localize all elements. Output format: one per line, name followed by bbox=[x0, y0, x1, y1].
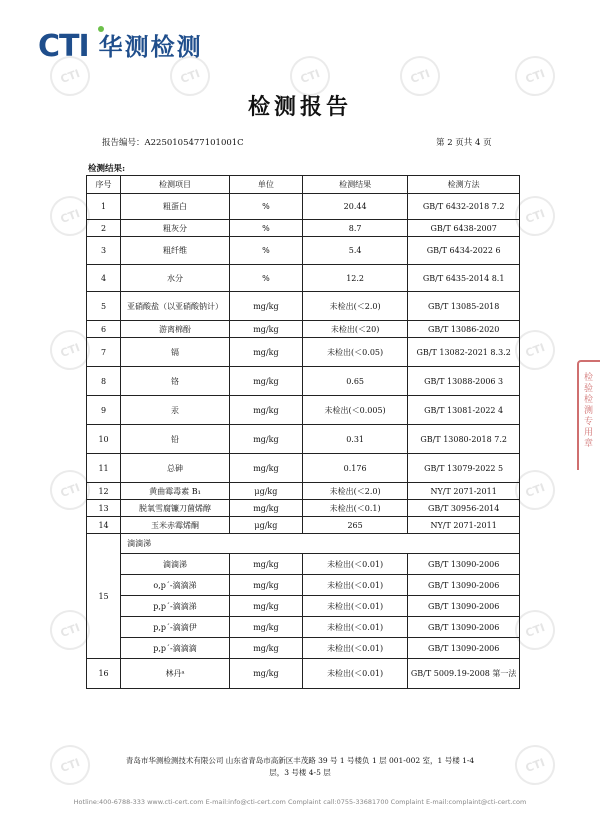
table-row bbox=[87, 638, 520, 659]
row-unit: mg/kg bbox=[229, 596, 302, 617]
cti-watermark-icon: CTI bbox=[44, 464, 95, 515]
row-method: GB/T 6438-2007 bbox=[408, 220, 520, 237]
row-unit: % bbox=[229, 194, 302, 220]
stamp-icon bbox=[577, 360, 600, 470]
row-item: 粗蛋白 bbox=[121, 194, 230, 220]
row-item: 林丹ᵃ bbox=[121, 659, 230, 689]
table-row bbox=[87, 425, 520, 454]
row-method: GB/T 13090-2006 bbox=[408, 554, 520, 575]
cti-watermark-icon: CTI bbox=[509, 50, 560, 101]
row-result: 未检出(＜0.01) bbox=[302, 638, 407, 659]
row-unit: mg/kg bbox=[229, 321, 302, 338]
row-item: 镉 bbox=[121, 338, 230, 367]
stamp-text: 检验检测专用章 bbox=[582, 372, 592, 449]
row-item: p,p´-滴滴涕 bbox=[121, 596, 230, 617]
row-unit: μg/kg bbox=[229, 483, 302, 500]
logo-latin: CTI bbox=[38, 29, 89, 64]
cti-watermark-icon: CTI bbox=[509, 739, 560, 790]
row-item: 铅 bbox=[121, 425, 230, 454]
row-method: GB/T 6432-2018 7.2 bbox=[408, 194, 520, 220]
row-unit: mg/kg bbox=[229, 396, 302, 425]
cti-watermark-icon: CTI bbox=[164, 50, 215, 101]
header-cell: 序号 bbox=[87, 176, 121, 194]
table-row bbox=[87, 596, 520, 617]
section-label: 检测结果: bbox=[88, 164, 126, 174]
row-item: 滴滴涕 bbox=[121, 554, 230, 575]
row-method: GB/T 6435-2014 8.1 bbox=[408, 265, 520, 292]
row-method: GB/T 6434-2022 6 bbox=[408, 237, 520, 265]
official-stamp bbox=[577, 360, 600, 470]
cti-watermark-icon: CTI bbox=[394, 50, 445, 101]
row-result: 0.65 bbox=[302, 367, 407, 396]
row-no: 11 bbox=[87, 454, 121, 483]
row-method: GB/T 13081-2022 4 bbox=[408, 396, 520, 425]
row-result: 未检出(＜2.0) bbox=[302, 292, 407, 321]
row-result: 未检出(＜0.01) bbox=[302, 617, 407, 638]
table-row bbox=[87, 321, 520, 338]
row-unit: mg/kg bbox=[229, 454, 302, 483]
table-row bbox=[87, 454, 520, 483]
row-item: 水分 bbox=[121, 265, 230, 292]
row-method: GB/T 13088-2006 3 bbox=[408, 367, 520, 396]
cti-watermark-icon: CTI bbox=[509, 190, 560, 241]
row-no: 10 bbox=[87, 425, 121, 454]
row-no: 1 bbox=[87, 194, 121, 220]
row-no: 15 bbox=[87, 534, 121, 659]
row-no: 2 bbox=[87, 220, 121, 237]
results-table bbox=[86, 175, 520, 689]
row-item: 亚硝酸盐（以亚硝酸钠计） bbox=[121, 292, 230, 321]
row-result: 0.176 bbox=[302, 454, 407, 483]
row-method: GB/T 13085-2018 bbox=[408, 292, 520, 321]
table-row bbox=[87, 292, 520, 321]
row-item: 游离棉酚 bbox=[121, 321, 230, 338]
row-unit: mg/kg bbox=[229, 575, 302, 596]
logo-dot-icon bbox=[98, 26, 104, 32]
header-cell: 检测项目 bbox=[121, 176, 230, 194]
table-row bbox=[87, 517, 520, 534]
row-method: GB/T 13080-2018 7.2 bbox=[408, 425, 520, 454]
row-method: GB/T 13090-2006 bbox=[408, 617, 520, 638]
table-row bbox=[87, 659, 520, 689]
row-item: 玉米赤霉烯酮 bbox=[121, 517, 230, 534]
row-item: 汞 bbox=[121, 396, 230, 425]
row-unit: mg/kg bbox=[229, 554, 302, 575]
table-body bbox=[87, 194, 520, 689]
cti-watermark-icon: CTI bbox=[44, 190, 95, 241]
row-unit: % bbox=[229, 237, 302, 265]
row-item: o,p´-滴滴涕 bbox=[121, 575, 230, 596]
group-title: 滴滴涕 bbox=[121, 534, 520, 554]
address-line-1: 青岛市华测检测技术有限公司 山东省青岛市高新区丰茂路 39 号 1 号楼负 1 层 001-002 室，1 号楼 1-4 bbox=[125, 756, 475, 765]
row-result: 未检出(＜0.01) bbox=[302, 659, 407, 689]
row-method: GB/T 13079-2022 5 bbox=[408, 454, 520, 483]
table-header-row bbox=[87, 176, 520, 194]
row-unit: mg/kg bbox=[229, 617, 302, 638]
row-unit: mg/kg bbox=[229, 367, 302, 396]
row-unit: mg/kg bbox=[229, 292, 302, 321]
row-no: 3 bbox=[87, 237, 121, 265]
row-unit: mg/kg bbox=[229, 338, 302, 367]
row-item: 脱氧雪腐镰刀菌烯醇 bbox=[121, 500, 230, 517]
row-no: 5 bbox=[87, 292, 121, 321]
row-result: 20.44 bbox=[302, 194, 407, 220]
table-row bbox=[87, 483, 520, 500]
table-row bbox=[87, 396, 520, 425]
row-method: GB/T 13090-2006 bbox=[408, 575, 520, 596]
table-row bbox=[87, 575, 520, 596]
table-row bbox=[87, 237, 520, 265]
contact-line: Hotline:400-6788-333 www.cti-cert.com E-mail:info@cti-cert.com Complaint call:0755-33681700 Complaint E-mail:complaint@cti-cert.com bbox=[73, 798, 527, 806]
cti-watermark-icon: CTI bbox=[44, 50, 95, 101]
row-result: 未检出(＜0.05) bbox=[302, 338, 407, 367]
company-address bbox=[0, 755, 600, 779]
group-header-row bbox=[87, 534, 520, 554]
cti-watermark-icon: CTI bbox=[44, 604, 95, 655]
address-line-2: 层，3 号楼 4-5 层 bbox=[269, 768, 331, 777]
row-result: 未检出(＜0.1) bbox=[302, 500, 407, 517]
cti-watermark-icon: CTI bbox=[509, 324, 560, 375]
row-unit: % bbox=[229, 265, 302, 292]
row-result: 12.2 bbox=[302, 265, 407, 292]
table-row bbox=[87, 617, 520, 638]
report-number: 报告编号：A2250105477101001C bbox=[102, 138, 244, 148]
row-result: 未检出(＜0.01) bbox=[302, 596, 407, 617]
table-row bbox=[87, 194, 520, 220]
row-no: 12 bbox=[87, 483, 121, 500]
row-unit: mg/kg bbox=[229, 638, 302, 659]
row-result: 未检出(＜2.0) bbox=[302, 483, 407, 500]
row-unit: mg/kg bbox=[229, 500, 302, 517]
row-no: 13 bbox=[87, 500, 121, 517]
row-method: GB/T 30956-2014 bbox=[408, 500, 520, 517]
row-result: 未检出(＜0.005) bbox=[302, 396, 407, 425]
row-item: 粗纤维 bbox=[121, 237, 230, 265]
cti-watermark-icon: CTI bbox=[509, 604, 560, 655]
row-method: GB/T 13090-2006 bbox=[408, 596, 520, 617]
row-no: 8 bbox=[87, 367, 121, 396]
cti-watermark-icon: CTI bbox=[284, 50, 335, 101]
table-row bbox=[87, 265, 520, 292]
table-row bbox=[87, 367, 520, 396]
table-row bbox=[87, 338, 520, 367]
table-row bbox=[87, 220, 520, 237]
row-item: p,p´-滴滴伊 bbox=[121, 617, 230, 638]
row-result: 5.4 bbox=[302, 237, 407, 265]
row-result: 8.7 bbox=[302, 220, 407, 237]
page-indicator: 第 2 页共 4 页 bbox=[436, 138, 492, 148]
row-result: 未检出(＜20) bbox=[302, 321, 407, 338]
row-unit: μg/kg bbox=[229, 517, 302, 534]
row-method: NY/T 2071-2011 bbox=[408, 517, 520, 534]
header-cell: 单位 bbox=[229, 176, 302, 194]
row-method: NY/T 2071-2011 bbox=[408, 483, 520, 500]
row-no: 4 bbox=[87, 265, 121, 292]
logo-chinese: 华测检测 bbox=[98, 33, 203, 61]
header-cell: 检测方法 bbox=[408, 176, 520, 194]
row-item: 总砷 bbox=[121, 454, 230, 483]
row-no: 16 bbox=[87, 659, 121, 689]
row-method: GB/T 13090-2006 bbox=[408, 638, 520, 659]
row-item: 粗灰分 bbox=[121, 220, 230, 237]
cti-watermark-icon: CTI bbox=[509, 464, 560, 515]
row-item: 黄曲霉毒素 B₁ bbox=[121, 483, 230, 500]
row-unit: % bbox=[229, 220, 302, 237]
row-result: 0.31 bbox=[302, 425, 407, 454]
row-result: 未检出(＜0.01) bbox=[302, 554, 407, 575]
row-result: 未检出(＜0.01) bbox=[302, 575, 407, 596]
row-unit: mg/kg bbox=[229, 659, 302, 689]
cti-watermark-icon: CTI bbox=[44, 739, 95, 790]
row-method: GB/T 13082-2021 8.3.2 bbox=[408, 338, 520, 367]
row-result: 265 bbox=[302, 517, 407, 534]
row-item: 铬 bbox=[121, 367, 230, 396]
header-cell: 检测结果 bbox=[302, 176, 407, 194]
row-unit: mg/kg bbox=[229, 425, 302, 454]
table-row bbox=[87, 500, 520, 517]
company-logo bbox=[38, 29, 203, 64]
row-no: 14 bbox=[87, 517, 121, 534]
row-method: GB/T 13086-2020 bbox=[408, 321, 520, 338]
page-title: 检测报告 bbox=[247, 94, 352, 120]
cti-watermark-icon: CTI bbox=[44, 324, 95, 375]
row-no: 7 bbox=[87, 338, 121, 367]
row-method: GB/T 5009.19-2008 第一法 bbox=[408, 659, 520, 689]
row-item: p,p´-滴滴滴 bbox=[121, 638, 230, 659]
table-row bbox=[87, 554, 520, 575]
row-no: 9 bbox=[87, 396, 121, 425]
row-no: 6 bbox=[87, 321, 121, 338]
